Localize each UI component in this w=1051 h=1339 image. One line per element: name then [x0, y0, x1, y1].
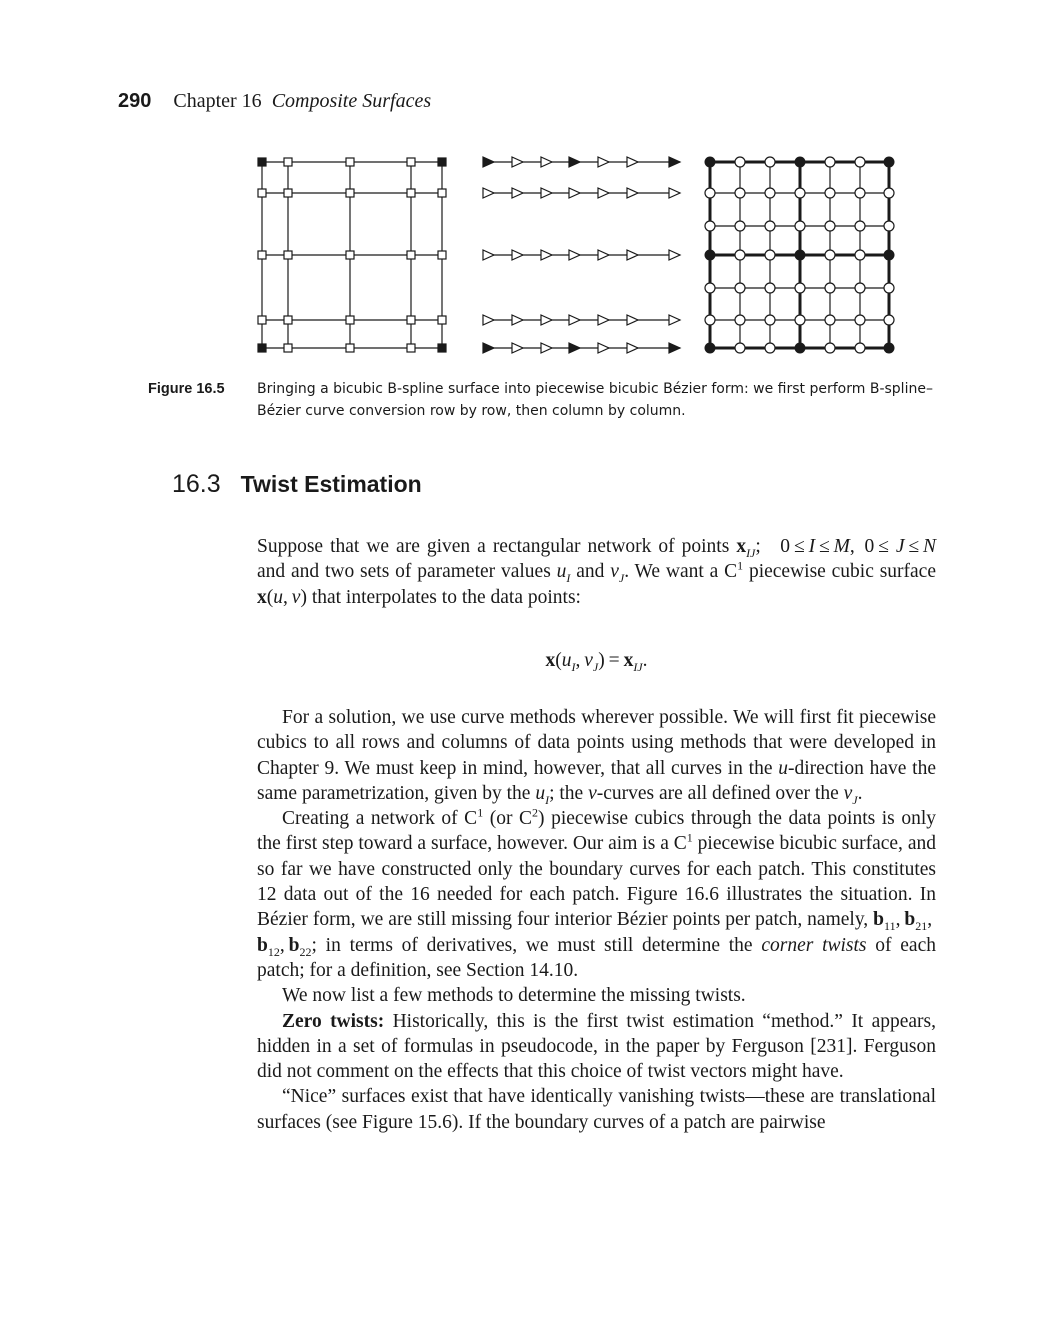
figure-caption-text: Bringing a bicubic B-spline surface into piecewise bicubic Bézier form: we first perform B-spline–Bézier curve conversion row by row, then column by column. — [257, 381, 933, 419]
chapter-label: Chapter 16 — [173, 90, 262, 112]
paragraph-nice-surfaces: “Nice” surfaces exist that have identically vanishing twists—these are translational surfaces (see Figure 15.6). If the boundary curves of a patch are pairwise — [257, 1086, 936, 1133]
figure-16-5 — [0, 150, 1051, 365]
paragraph-methods: We now list a few methods to determine the missing twists. — [282, 985, 746, 1007]
paragraph-network: Creating a network of $C^1$ (or $C^2$) piecewise cubics through the data points is only the first step toward a surface, however. Our aim is a $C^1$ piecewise bicubic surface, and so far we have constructed only the boundary curves for each patch. This constitutes 12 data out of the 16 needed for each patch. Figure 16.6 illustrates the situation. In Bézier form, we are still missing four interior Bézier points per patch, namely, $b_{11}$, $b_{21}$, $b_{12}$, $b_{22}$; in terms of derivatives, we must still determine the corner twists of each patch; for a definition, see Section 14.10. — [257, 805, 936, 981]
section-number: 16.3 — [172, 470, 221, 498]
bspline-control-net — [258, 158, 446, 352]
bezier-control-net — [705, 157, 895, 354]
row-conversion-net — [483, 157, 680, 353]
paragraph-intro: Suppose that we are given a rectangular network of points $x_{IJ}$; 0 ≤ I ≤ M, 0 ≤ J ≤ N and and two sets of parameter values $u_I$ and $v_J$. We want a $C^1$ piecewise cubic surface x(u, v) that interpolates to the data points: — [257, 536, 937, 608]
paragraph-solution: For a solution, we use curve methods wherever possible. We will first fit piecewise cubics to all rows and columns of data points using methods that were developed in Chapter 9. We must keep in mind, however, that all curves in the u-direction have the same parametrization, given by the $u_I$; the v-curves are all defined over the $v_J$. — [257, 707, 936, 807]
running-header — [118, 90, 431, 113]
section-title: Twist Estimation — [240, 471, 422, 497]
figure-label: Figure 16.5 — [148, 381, 225, 397]
equation-interpolation: $x(u_I$, $v_J) = x_{IJ}$. — [545, 650, 648, 674]
body-text — [257, 705, 936, 1135]
section-heading — [172, 470, 422, 499]
paragraph-zero-twists: Zero twists: Historically, this is the first twist estimation “method.” It appears, hidden in a set of formulas in pseudocode, in the paper by Ferguson [231]. Ferguson did not comment on the effects that this choice of twist vectors might have. — [257, 1010, 936, 1083]
page-number: 290 — [118, 90, 152, 112]
zero-twists-label: Zero twists: — [282, 1010, 385, 1032]
chapter-title: Composite Surfaces — [271, 90, 432, 112]
